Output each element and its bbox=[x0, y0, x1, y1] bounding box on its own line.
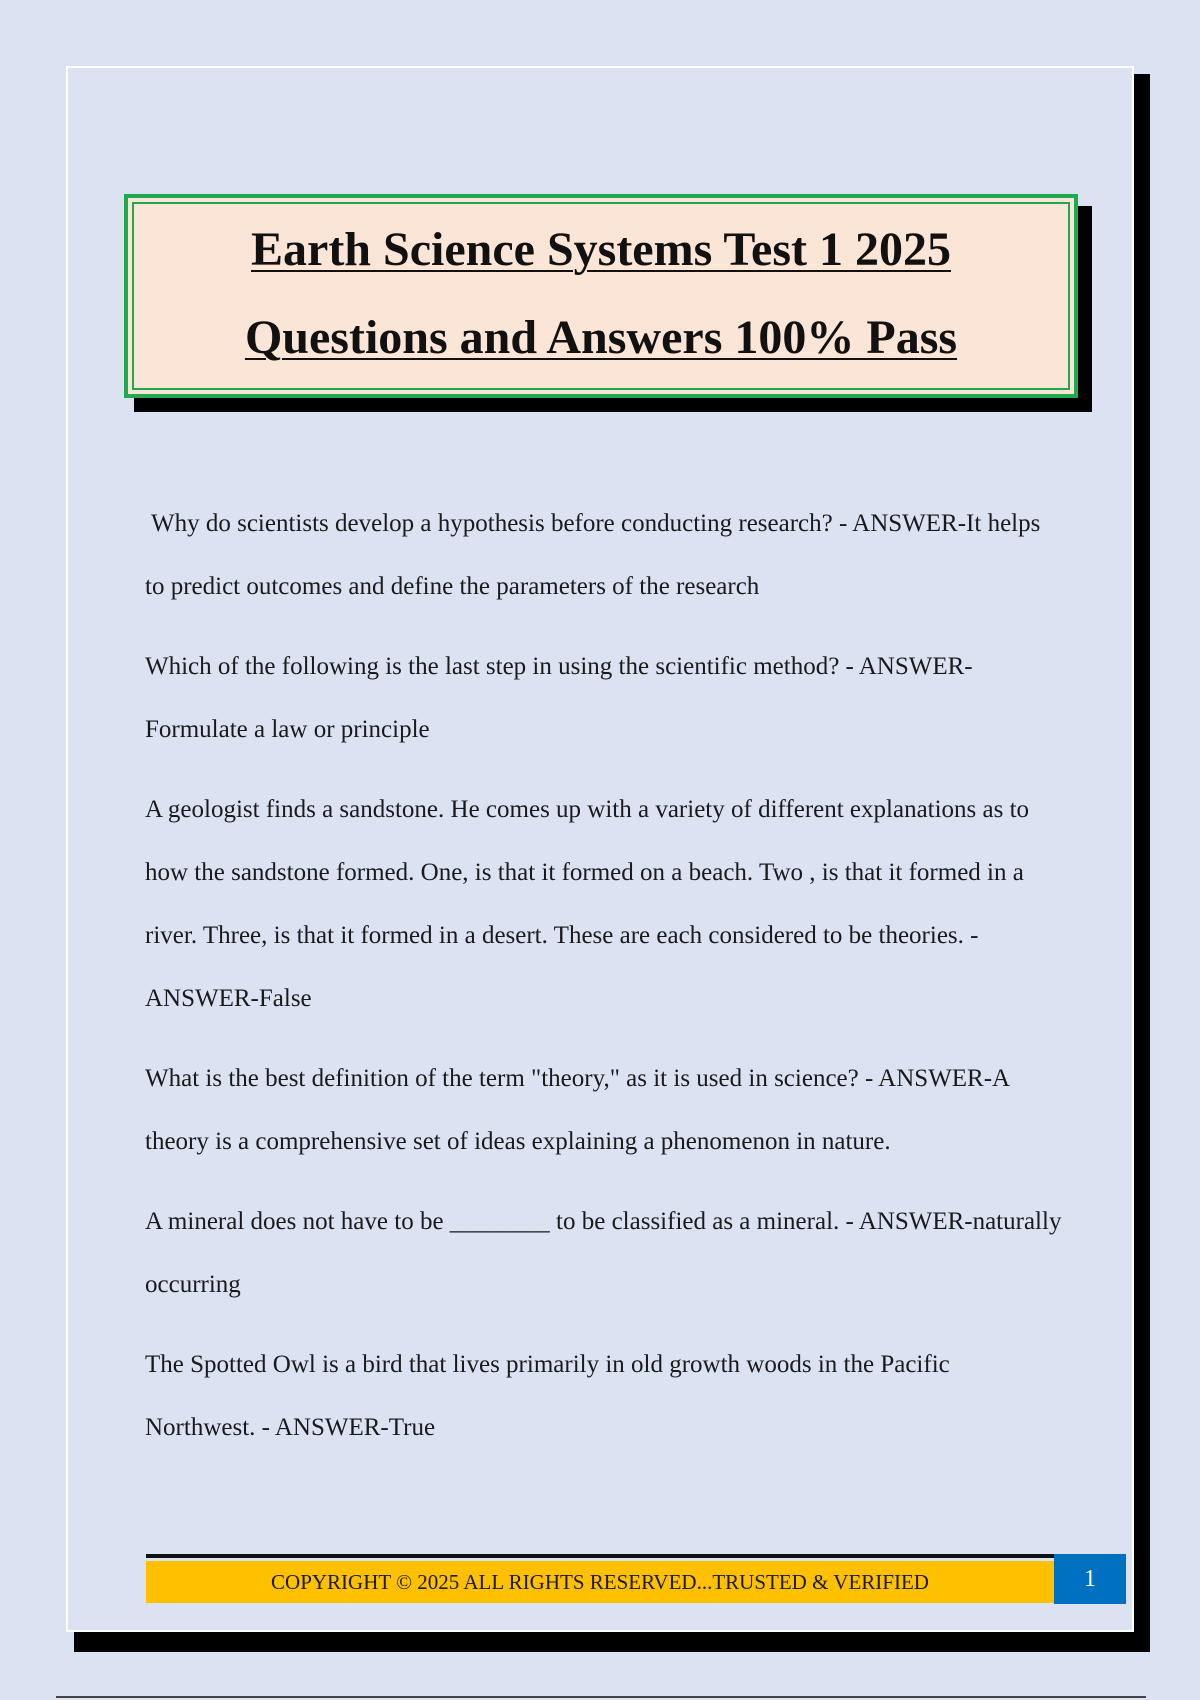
qa-item: A mineral does not have to be ________ to be classified as a mineral. - ANSWER-naturally occurring bbox=[145, 1208, 1062, 1298]
qa-list bbox=[145, 492, 1065, 1476]
title-line-1: Earth Science Systems Test 1 2025 bbox=[251, 223, 951, 276]
footer-copyright: COPYRIGHT © 2025 ALL RIGHTS RESERVED...TRUSTED & VERIFIED bbox=[146, 1561, 1054, 1603]
qa-item: A geologist finds a sandstone. He comes up with a variety of different explanations as to how the sandstone formed. One, is that it formed on a beach. Two , is that it formed in a river. Three, is that it formed in a desert. These are each considered to be theories. - ANSWER-False bbox=[145, 796, 1030, 1012]
title-box bbox=[124, 194, 1078, 398]
qa-item: Which of the following is the last step in using the scientific method? - ANSWER-Formulate a law or principle bbox=[145, 653, 973, 743]
title-line-2: Questions and Answers 100% Pass bbox=[244, 311, 958, 364]
qa-item: The Spotted Owl is a bird that lives primarily in old growth woods in the Pacific Northwest. - ANSWER-True bbox=[145, 1351, 950, 1441]
page-number: 1 bbox=[1054, 1554, 1126, 1604]
qa-item: Why do scientists develop a hypothesis before conducting research? - ANSWER-It helps to predict outcomes and define the parameters of the research bbox=[145, 510, 1041, 600]
qa-item: What is the best definition of the term "theory," as it is used in science? - ANSWER-A theory is a comprehensive set of ideas explaining a phenomenon in nature. bbox=[145, 1065, 1009, 1155]
bottom-rule bbox=[56, 1696, 1146, 1698]
footer-rule bbox=[146, 1554, 1054, 1558]
